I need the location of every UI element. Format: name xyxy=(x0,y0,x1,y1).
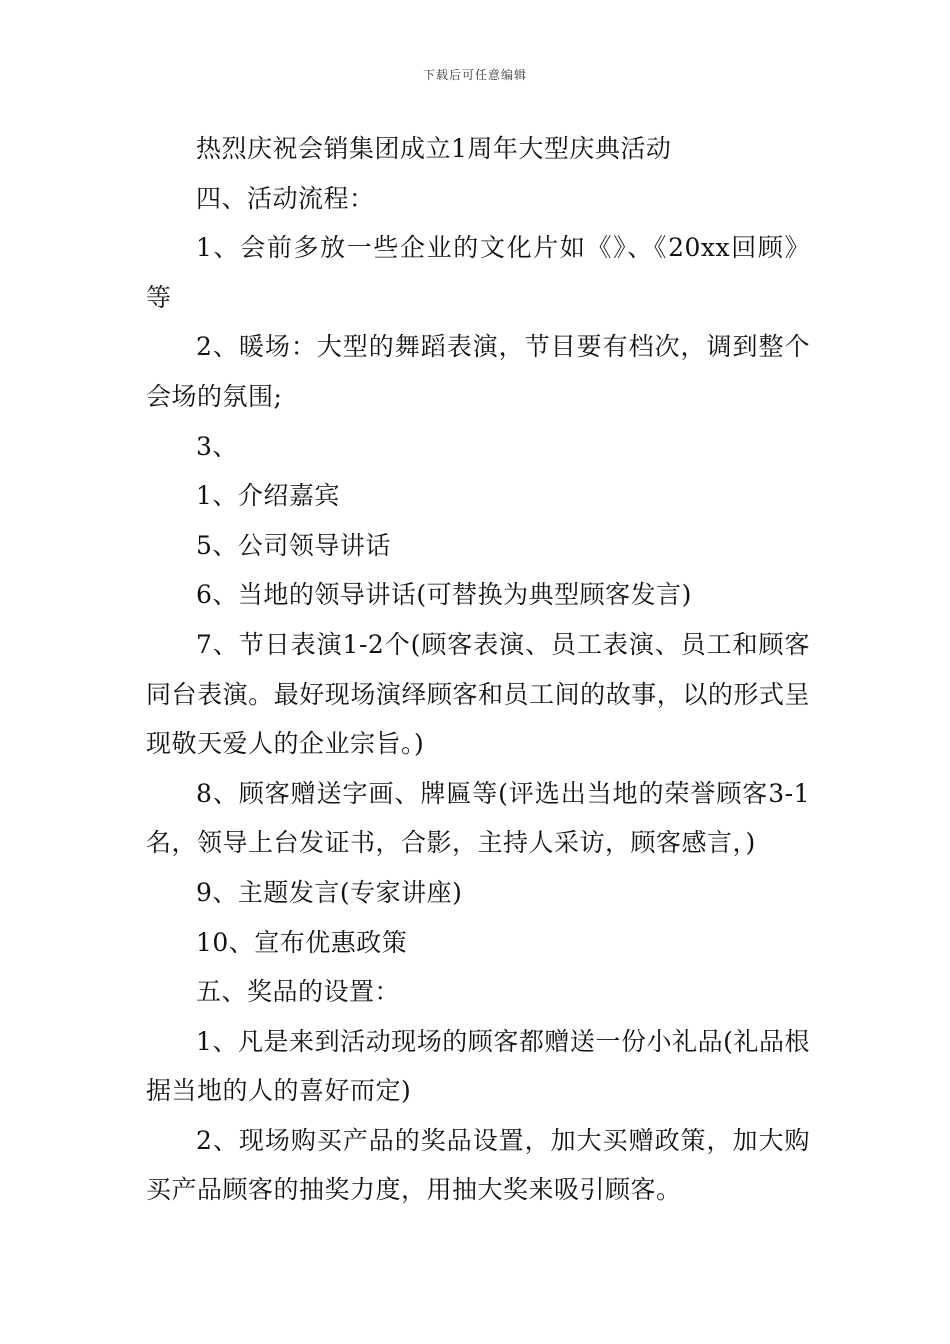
paragraph: 9、主题发言(专家讲座) xyxy=(196,877,463,907)
section-heading-process: 四、活动流程： xyxy=(196,183,375,213)
paragraph: 2、现场购买产品的奖品设置，加大买赠政策，加大购买产品顾客的抽奖力度，用抽大奖来吸引顾客。 xyxy=(146,1125,810,1205)
paragraph: 2、暖场：大型的舞蹈表演，节目要有档次，调到整个会场的氛围; xyxy=(146,332,810,411)
paragraph: 6、当地的领导讲话(可替换为典型顾客发言) xyxy=(196,580,692,610)
paragraph: 3、 xyxy=(196,431,238,461)
section-heading-prizes: 五、奖品的设置： xyxy=(196,977,401,1007)
paragraph: 1、介绍嘉宾 xyxy=(196,481,340,511)
paragraph: 10、宣布优惠政策 xyxy=(196,927,408,957)
paragraph: 5、公司领导讲话 xyxy=(196,530,391,560)
paragraph: 8、顾客赠送字画、牌匾等(评选出当地的荣誉顾客3-1名，领导上台发证书，合影，主持人采访，顾客感言，) xyxy=(146,778,810,858)
paragraph: 7、节日表演1-2个(顾客表演、员工表演、员工和顾客同台表演。最好现场演绎顾客和员工间的故事，以的形式呈现敬天爱人的企业宗旨。) xyxy=(146,629,810,759)
document-body xyxy=(146,124,810,1215)
header-note: 下载后可任意编辑 xyxy=(422,68,527,82)
paragraph: 1、凡是来到活动现场的顾客都赠送一份小礼品(礼品根据当地的人的喜好而定) xyxy=(146,1026,810,1106)
paragraph: 1、会前多放一些企业的文化片如《》、《20xx回顾》等 xyxy=(146,233,810,312)
paragraph-title: 热烈庆祝会销集团成立1周年大型庆典活动 xyxy=(196,134,672,163)
